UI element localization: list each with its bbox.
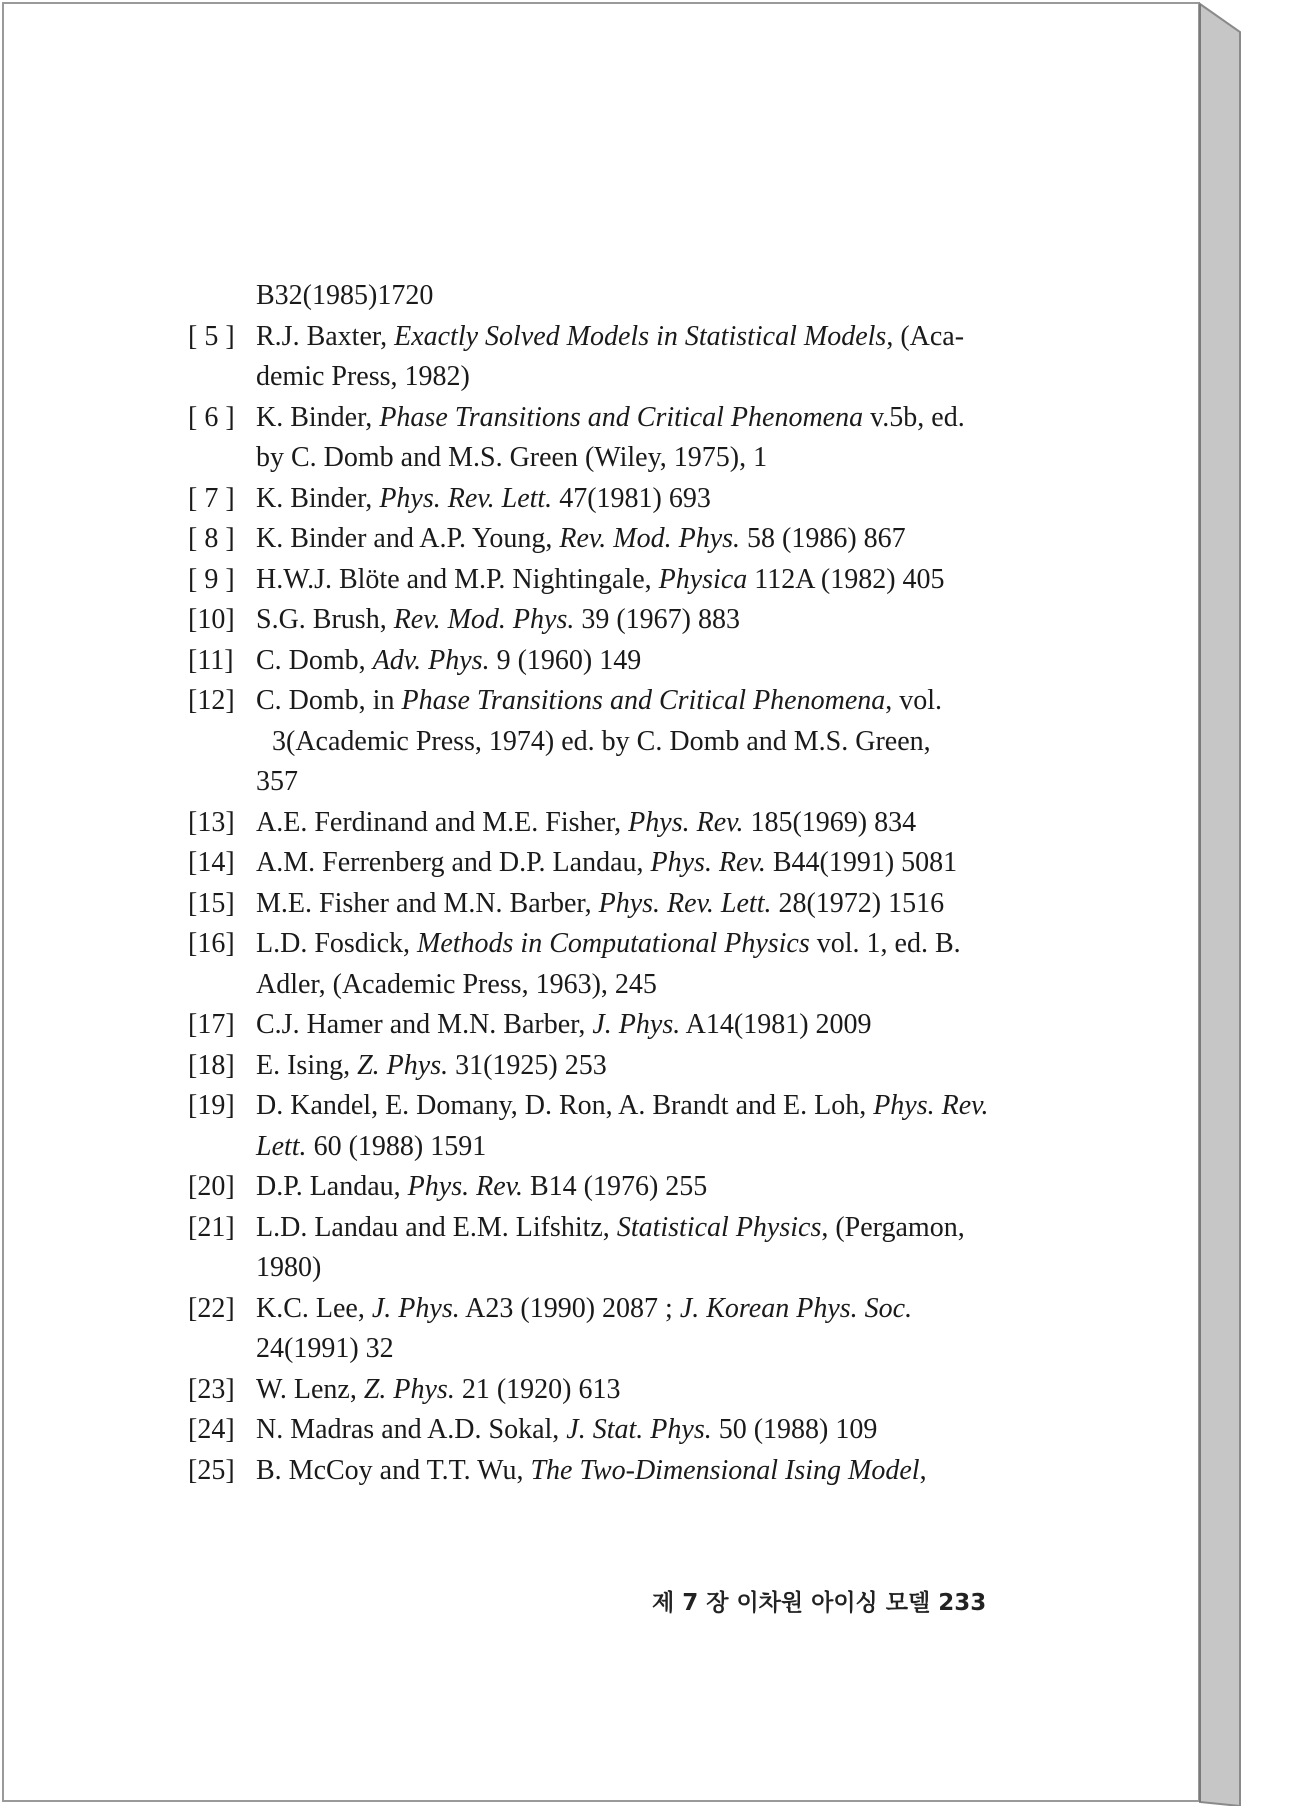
reference-title: Methods in Computational Physics [417, 928, 810, 959]
reference-authors: K. Binder, [256, 482, 380, 514]
reference-details: 3(Academic Press, 1974) ed. by C. Domb and M.S. Green, [272, 725, 931, 757]
reference-authors: W. Lenz, [256, 1373, 364, 1405]
reference-journal: Adv. Phys. [372, 644, 490, 676]
reference-authors: C. Domb, [256, 644, 373, 676]
reference-details: A14(1981) 2009 [680, 1009, 872, 1040]
reference-number: [ 9 ] [188, 563, 235, 595]
reference-journal: Rev. Mod. Phys. [559, 523, 741, 554]
reference-title: Exactly Solved Models in Statistical Models [394, 320, 887, 352]
reference-15 [188, 884, 1088, 925]
reference-number: [15] [188, 887, 235, 919]
reference-authors: C.J. Hamer and M.N. Barber, [256, 1009, 593, 1040]
reference-authors: R.J. Baxter, [256, 320, 395, 352]
reference-journal: Z. Phys. [357, 1049, 449, 1081]
reference-journal: Phys. Rev. [407, 1171, 523, 1202]
reference-title: Phase Transitions and Critical Phenomena [401, 685, 886, 716]
reference-22 [188, 1289, 1088, 1370]
reference-number: [16] [188, 928, 235, 959]
reference-number: [19] [188, 1090, 235, 1121]
reference-details: vol. 1, ed. B. [809, 928, 961, 959]
reference-details: 1980) [256, 1252, 322, 1283]
reference-authors: A.M. Ferrenberg and D.P. Landau, [256, 847, 651, 878]
reference-journal: J. Stat. Phys. [566, 1414, 712, 1445]
reference-authors: S.G. Brush, [256, 604, 394, 635]
reference-continuation [188, 276, 1088, 317]
reference-details: 39 (1967) 883 [574, 604, 740, 635]
reference-details: 357 [256, 766, 298, 797]
reference-details: , vol. [885, 685, 943, 716]
reference-details: 50 (1988) 109 [711, 1414, 878, 1445]
reference-25 [188, 1451, 1088, 1492]
reference-authors: D.P. Landau, [256, 1171, 408, 1202]
reference-9 [188, 560, 1088, 601]
reference-details: 28(1972) 1516 [771, 887, 945, 919]
reference-authors: A.E. Ferdinand and M.E. Fisher, [256, 806, 629, 838]
reference-details: , [919, 1454, 927, 1486]
reference-authors: D. Kandel, E. Domany, D. Ron, A. Brandt and E. Loh, [256, 1090, 874, 1121]
reference-details: 21 (1920) 613 [454, 1373, 621, 1405]
reference-number: [21] [188, 1211, 235, 1243]
reference-journal: Lett. [256, 1130, 307, 1162]
reference-journal: J. Phys. [592, 1009, 681, 1040]
reference-number: [24] [188, 1414, 235, 1445]
reference-17 [188, 1005, 1088, 1046]
reference-11 [188, 641, 1088, 682]
reference-title: Statistical Physics [616, 1211, 822, 1243]
reference-title: Phase Transitions and Critical Phenomena [379, 401, 864, 433]
reference-12 [188, 681, 1088, 803]
reference-number: [14] [188, 847, 235, 878]
page-footer: 제 7 장 이차원 아이싱 모델 233 [652, 1590, 987, 1616]
reference-authors: L.D. Fosdick, [256, 928, 417, 959]
reference-details: B44(1991) 5081 [765, 847, 958, 878]
reference-journal: Phys. Rev. [650, 847, 766, 878]
reference-23 [188, 1370, 1088, 1411]
reference-details: , (Aca- [886, 320, 965, 352]
reference-7 [188, 479, 1088, 520]
reference-number: [25] [188, 1454, 235, 1486]
reference-authors: K. Binder and A.P. Young, [256, 523, 560, 554]
reference-authors: K. Binder, [256, 401, 380, 433]
reference-number: [ 7 ] [188, 482, 235, 514]
reference-details: by C. Domb and M.S. Green (Wiley, 1975), 1 [256, 442, 768, 473]
reference-14 [188, 843, 1088, 884]
reference-5 [188, 317, 1088, 398]
reference-number: [ 8 ] [188, 523, 235, 554]
reference-number: [ 5 ] [188, 320, 235, 352]
reference-authors: H.W.J. Blöte and M.P. Nightingale, [256, 563, 659, 595]
reference-13 [188, 803, 1088, 844]
reference-journal: Phys. Rev. [628, 806, 744, 838]
reference-24 [188, 1410, 1088, 1451]
reference-details: , (Pergamon, [821, 1211, 965, 1243]
reference-details: Adler, (Academic Press, 1963), 245 [256, 968, 657, 1000]
reference-journal: Phys. Rev. Lett. [379, 482, 553, 514]
reference-journal: Z. Phys. [363, 1373, 455, 1405]
reference-details: 58 (1986) 867 [740, 523, 906, 554]
reference-authors: K.C. Lee, [256, 1292, 372, 1324]
reference-authors: L.D. Landau and E.M. Lifshitz, [256, 1211, 617, 1243]
reference-number: [13] [188, 806, 235, 838]
reference-authors: N. Madras and A.D. Sokal, [256, 1414, 567, 1445]
reference-journal: Physica [658, 563, 748, 595]
reference-6 [188, 398, 1088, 479]
reference-20 [188, 1167, 1088, 1208]
reference-text: B32(1985)1720 [256, 280, 434, 311]
reference-16 [188, 924, 1088, 1005]
reference-authors: M.E. Fisher and M.N. Barber, [256, 887, 599, 919]
reference-journal: Phys. Rev. Lett. [598, 887, 772, 919]
reference-journal: Phys. Rev. [873, 1090, 989, 1121]
reference-details: A23 (1990) 2087 ; [459, 1292, 680, 1324]
reference-journal: J. Phys. [371, 1292, 460, 1324]
reference-10 [188, 600, 1088, 641]
reference-details: 185(1969) 834 [743, 806, 917, 838]
reference-list [188, 276, 1088, 1491]
reference-authors: C. Domb, in [256, 685, 402, 716]
reference-number: [22] [188, 1292, 235, 1324]
reference-details: demic Press, 1982) [256, 361, 470, 392]
reference-title: The Two-Dimensional Ising Model [530, 1454, 920, 1486]
reference-number: [20] [188, 1171, 235, 1202]
reference-details: B14 (1976) 255 [522, 1171, 708, 1202]
reference-journal: J. Korean Phys. Soc. [679, 1292, 913, 1324]
reference-19 [188, 1086, 1088, 1167]
reference-details: v.5b, ed. [863, 401, 965, 433]
reference-number: [11] [188, 644, 234, 676]
reference-details: 9 (1960) 149 [489, 644, 642, 676]
reference-number: [18] [188, 1049, 235, 1081]
reference-number: [12] [188, 685, 235, 716]
reference-authors: E. Ising, [256, 1049, 358, 1081]
reference-details: 24(1991) 32 [256, 1333, 394, 1364]
reference-number: [17] [188, 1009, 235, 1040]
reference-authors: B. McCoy and T.T. Wu, [256, 1454, 531, 1486]
reference-details: 60 (1988) 1591 [306, 1130, 487, 1162]
reference-details: 47(1981) 693 [552, 482, 711, 514]
reference-number: [10] [188, 604, 235, 635]
reference-number: [ 6 ] [188, 401, 235, 433]
reference-8 [188, 519, 1088, 560]
reference-21 [188, 1208, 1088, 1289]
reference-18 [188, 1046, 1088, 1087]
reference-details: 31(1925) 253 [448, 1049, 607, 1081]
reference-number: [23] [188, 1373, 235, 1405]
reference-journal: Rev. Mod. Phys. [393, 604, 575, 635]
reference-details: 112A (1982) 405 [747, 563, 945, 595]
